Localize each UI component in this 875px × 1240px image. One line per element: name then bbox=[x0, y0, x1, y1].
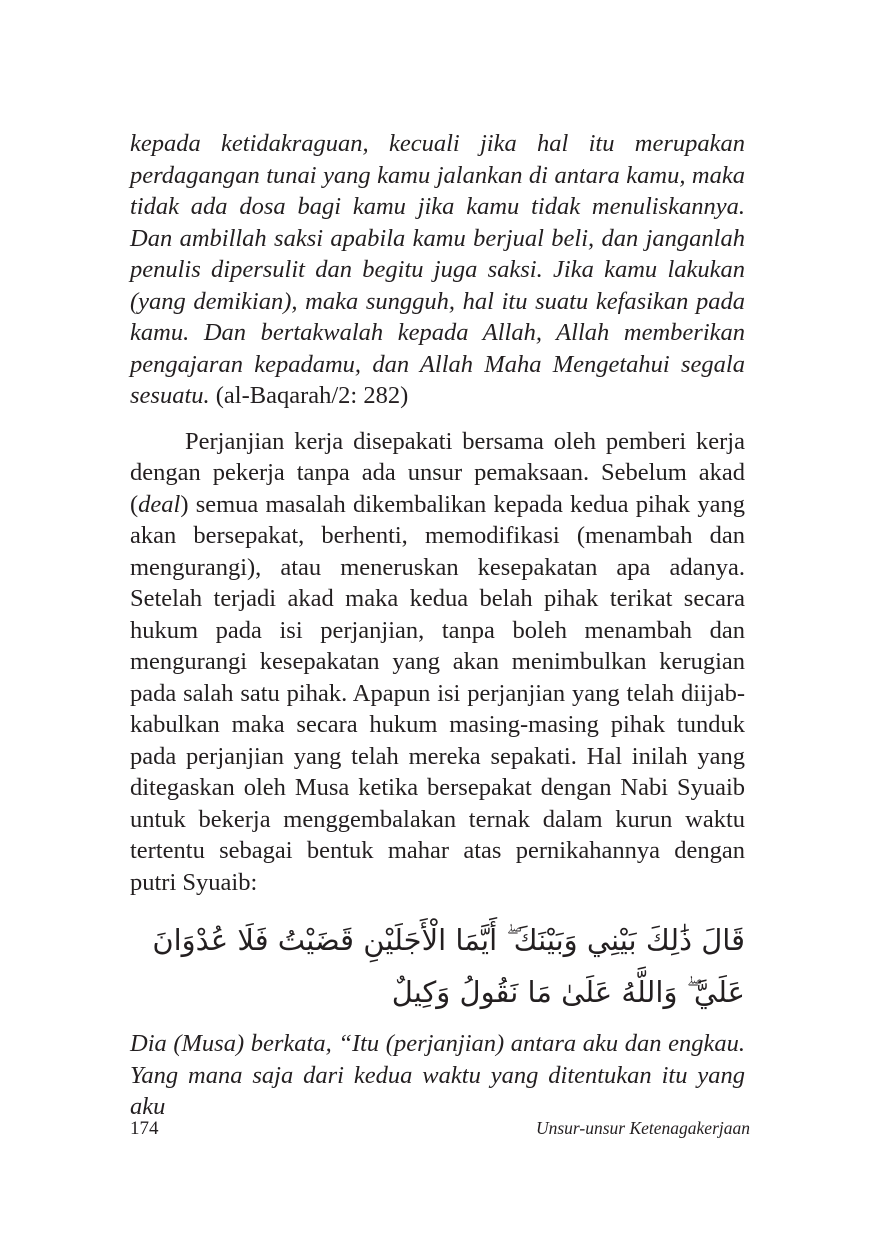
arabic-verse: قَالَ ذَٰلِكَ بَيْنِي وَبَيْنَكَ ۖ أَيَّمَا الْأَجَلَيْنِ قَضَيْتُ فَلَا عُدْوَانَ عَلَيَّ ۖ وَاللَّهُ عَلَىٰ مَا نَقُولُ وَكِيلٌ bbox=[152, 923, 745, 1009]
quran-reference: (al-Baqarah/2: 282) bbox=[215, 382, 409, 409]
page-number: 174 bbox=[130, 1118, 159, 1139]
quran-translation-text: kepada ketidakraguan, kecuali jika hal itu merupakan perdagangan tunai yang kamu jalankan di antara kamu, maka tidak ada dosa bagi kamu jika kamu tidak menuliskannya. Dan ambillah saksi apabila kamu berjual beli, dan janganlah penulis dipersulit dan begitu juga saksi. Jika kamu lakukan (yang demikian), maka sungguh, hal itu suatu kefasikan pada kamu. Dan bertakwalah kepada Allah, Allah memberikan pengajaran kepadamu, dan Allah Maha Mengetahui segala sesuatu. bbox=[130, 130, 745, 409]
running-title: Unsur-unsur Ketenagakerjaan bbox=[535, 1118, 750, 1138]
italic-term-deal: deal bbox=[138, 490, 181, 518]
body-text-part-2: ) semua masalah dikembalikan kepada kedua pihak yang akan bersepakat, berhenti, memodifikasi (menambah dan mengurangi), atau meneruskan kesepakatan apa adanya. Setelah terjadi akad maka kedua belah pihak terikat secara hukum pada isi perjanjian, tanpa boleh menambah dan mengurangi kesepakatan yang akan menimbulkan kerugian pada salah satu pihak. Apapun isi perjanjian yang telah diijab-kabulkan maka secara hukum masing-masing pihak tunduk pada perjanjian yang telah mereka sepakati. Hal inilah yang ditegaskan oleh Musa ketika bersepakat dengan Nabi Syuaib untuk bekerja menggembalakan ternak dalam kurun waktu tertentu sebagai bentuk mahar atas pernikahannya dengan putri Syuaib: bbox=[130, 490, 745, 896]
verse-translation: Dia (Musa) berkata, “Itu (perjanjian) antara aku dan engkau. Yang mana saja dari kedua waktu yang ditentukan itu yang aku bbox=[130, 1030, 745, 1120]
page-footer bbox=[130, 1118, 750, 1148]
page-content bbox=[130, 128, 745, 1123]
body-text-part-1: Perjanjian kerja disepakati bersama oleh pemberi kerja dengan pekerja tanpa ada unsur pemaksaan. Sebelum akad ( bbox=[130, 427, 745, 518]
body-paragraph bbox=[130, 426, 745, 899]
quran-translation-paragraph bbox=[130, 128, 745, 412]
